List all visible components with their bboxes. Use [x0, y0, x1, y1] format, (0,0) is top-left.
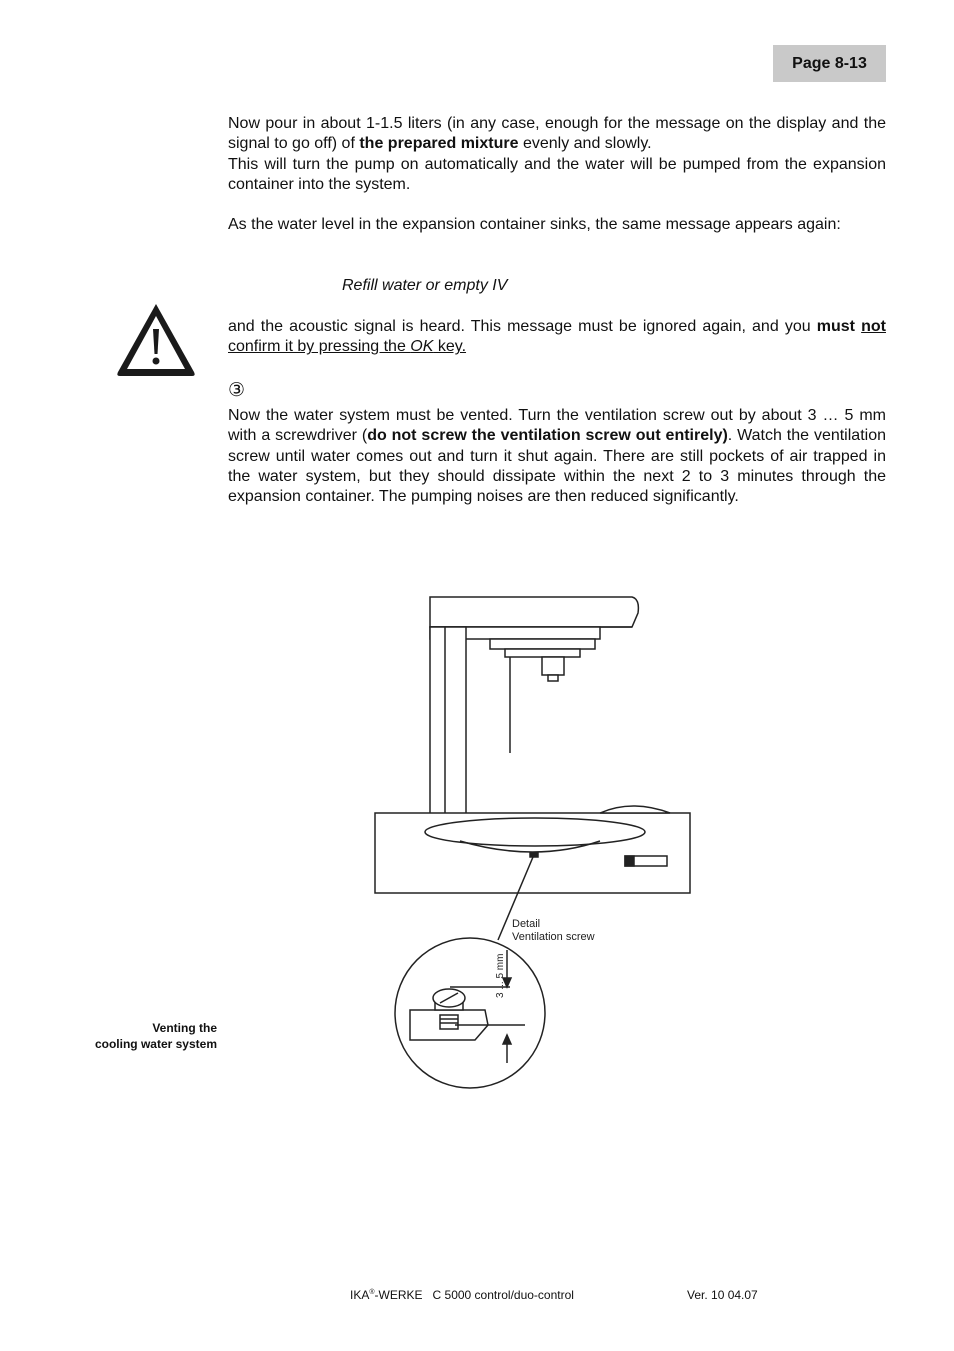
- warning-icon: [113, 299, 199, 379]
- footer-version: Ver. 10 04.07: [687, 1288, 758, 1302]
- footer-brand-name: IKA: [350, 1288, 370, 1302]
- paragraph-vent: [228, 406, 886, 507]
- para3-text: and the acoustic signal is heard. This message must be ignored again, and you: [228, 318, 817, 335]
- caption-line1: Venting the: [152, 1021, 217, 1035]
- para3-key: key.: [433, 338, 467, 356]
- para1-text-end: evenly and slowly.: [518, 135, 652, 153]
- para3-not: not: [861, 318, 886, 335]
- para1-line2: This will turn the pump on automatically and the water will be pumped from the expansion container into the system.: [228, 155, 886, 193]
- paragraph-water-level: [228, 215, 886, 235]
- paragraph-acoustic: [228, 317, 886, 358]
- dimension-label: 3 ... 5 mm: [495, 953, 506, 998]
- footer-model: C 5000 control/duo-control: [432, 1288, 574, 1302]
- caption-line2: cooling water system: [94, 1037, 217, 1051]
- para2-text: As the water level in the expansion container sinks, the same message appears again:: [228, 216, 841, 233]
- page-number: Page 8-13: [792, 54, 867, 72]
- footer-reg-mark: ®: [369, 1289, 375, 1296]
- detail-label: Detail: [512, 918, 541, 930]
- para4-text-end: . Watch the ventilation screw until water comes out and turn it shut again. There are still pockets of air trapped in the water system, but they should dissipate within the next 2 to 3 minutes through the expansion container. The pumping noises are then reduced significantly.: [228, 427, 886, 506]
- paragraph-pour: [228, 114, 886, 195]
- display-message: Refill water or empty IV: [342, 277, 508, 294]
- detail-sublabel: Ventilation screw: [512, 931, 595, 943]
- step-marker: ③: [228, 380, 246, 401]
- para3-must: must: [816, 318, 855, 335]
- figure-caption: [60, 1020, 217, 1052]
- para4-text: Now the water system must be vented. Turn the ventilation screw out by about 3 … 5 mm with a screwdriver (: [228, 407, 886, 445]
- para4-bold: do not screw the ventilation screw out entirely): [367, 427, 728, 445]
- footer-brand: [350, 1288, 574, 1302]
- para1-bold: the prepared mixture: [359, 135, 519, 153]
- para3-confirm: confirm it by pressing the: [228, 338, 411, 356]
- venting-figure: [370, 585, 700, 1090]
- page-number-badge: [773, 45, 886, 82]
- para1-text: Now pour in about 1-1.5 liters (in any case, enough for the message on the display and the signal to go off) of: [228, 115, 886, 153]
- para3-ok-key: OK: [410, 338, 434, 356]
- footer-brand-rest: -WERKE: [374, 1288, 423, 1302]
